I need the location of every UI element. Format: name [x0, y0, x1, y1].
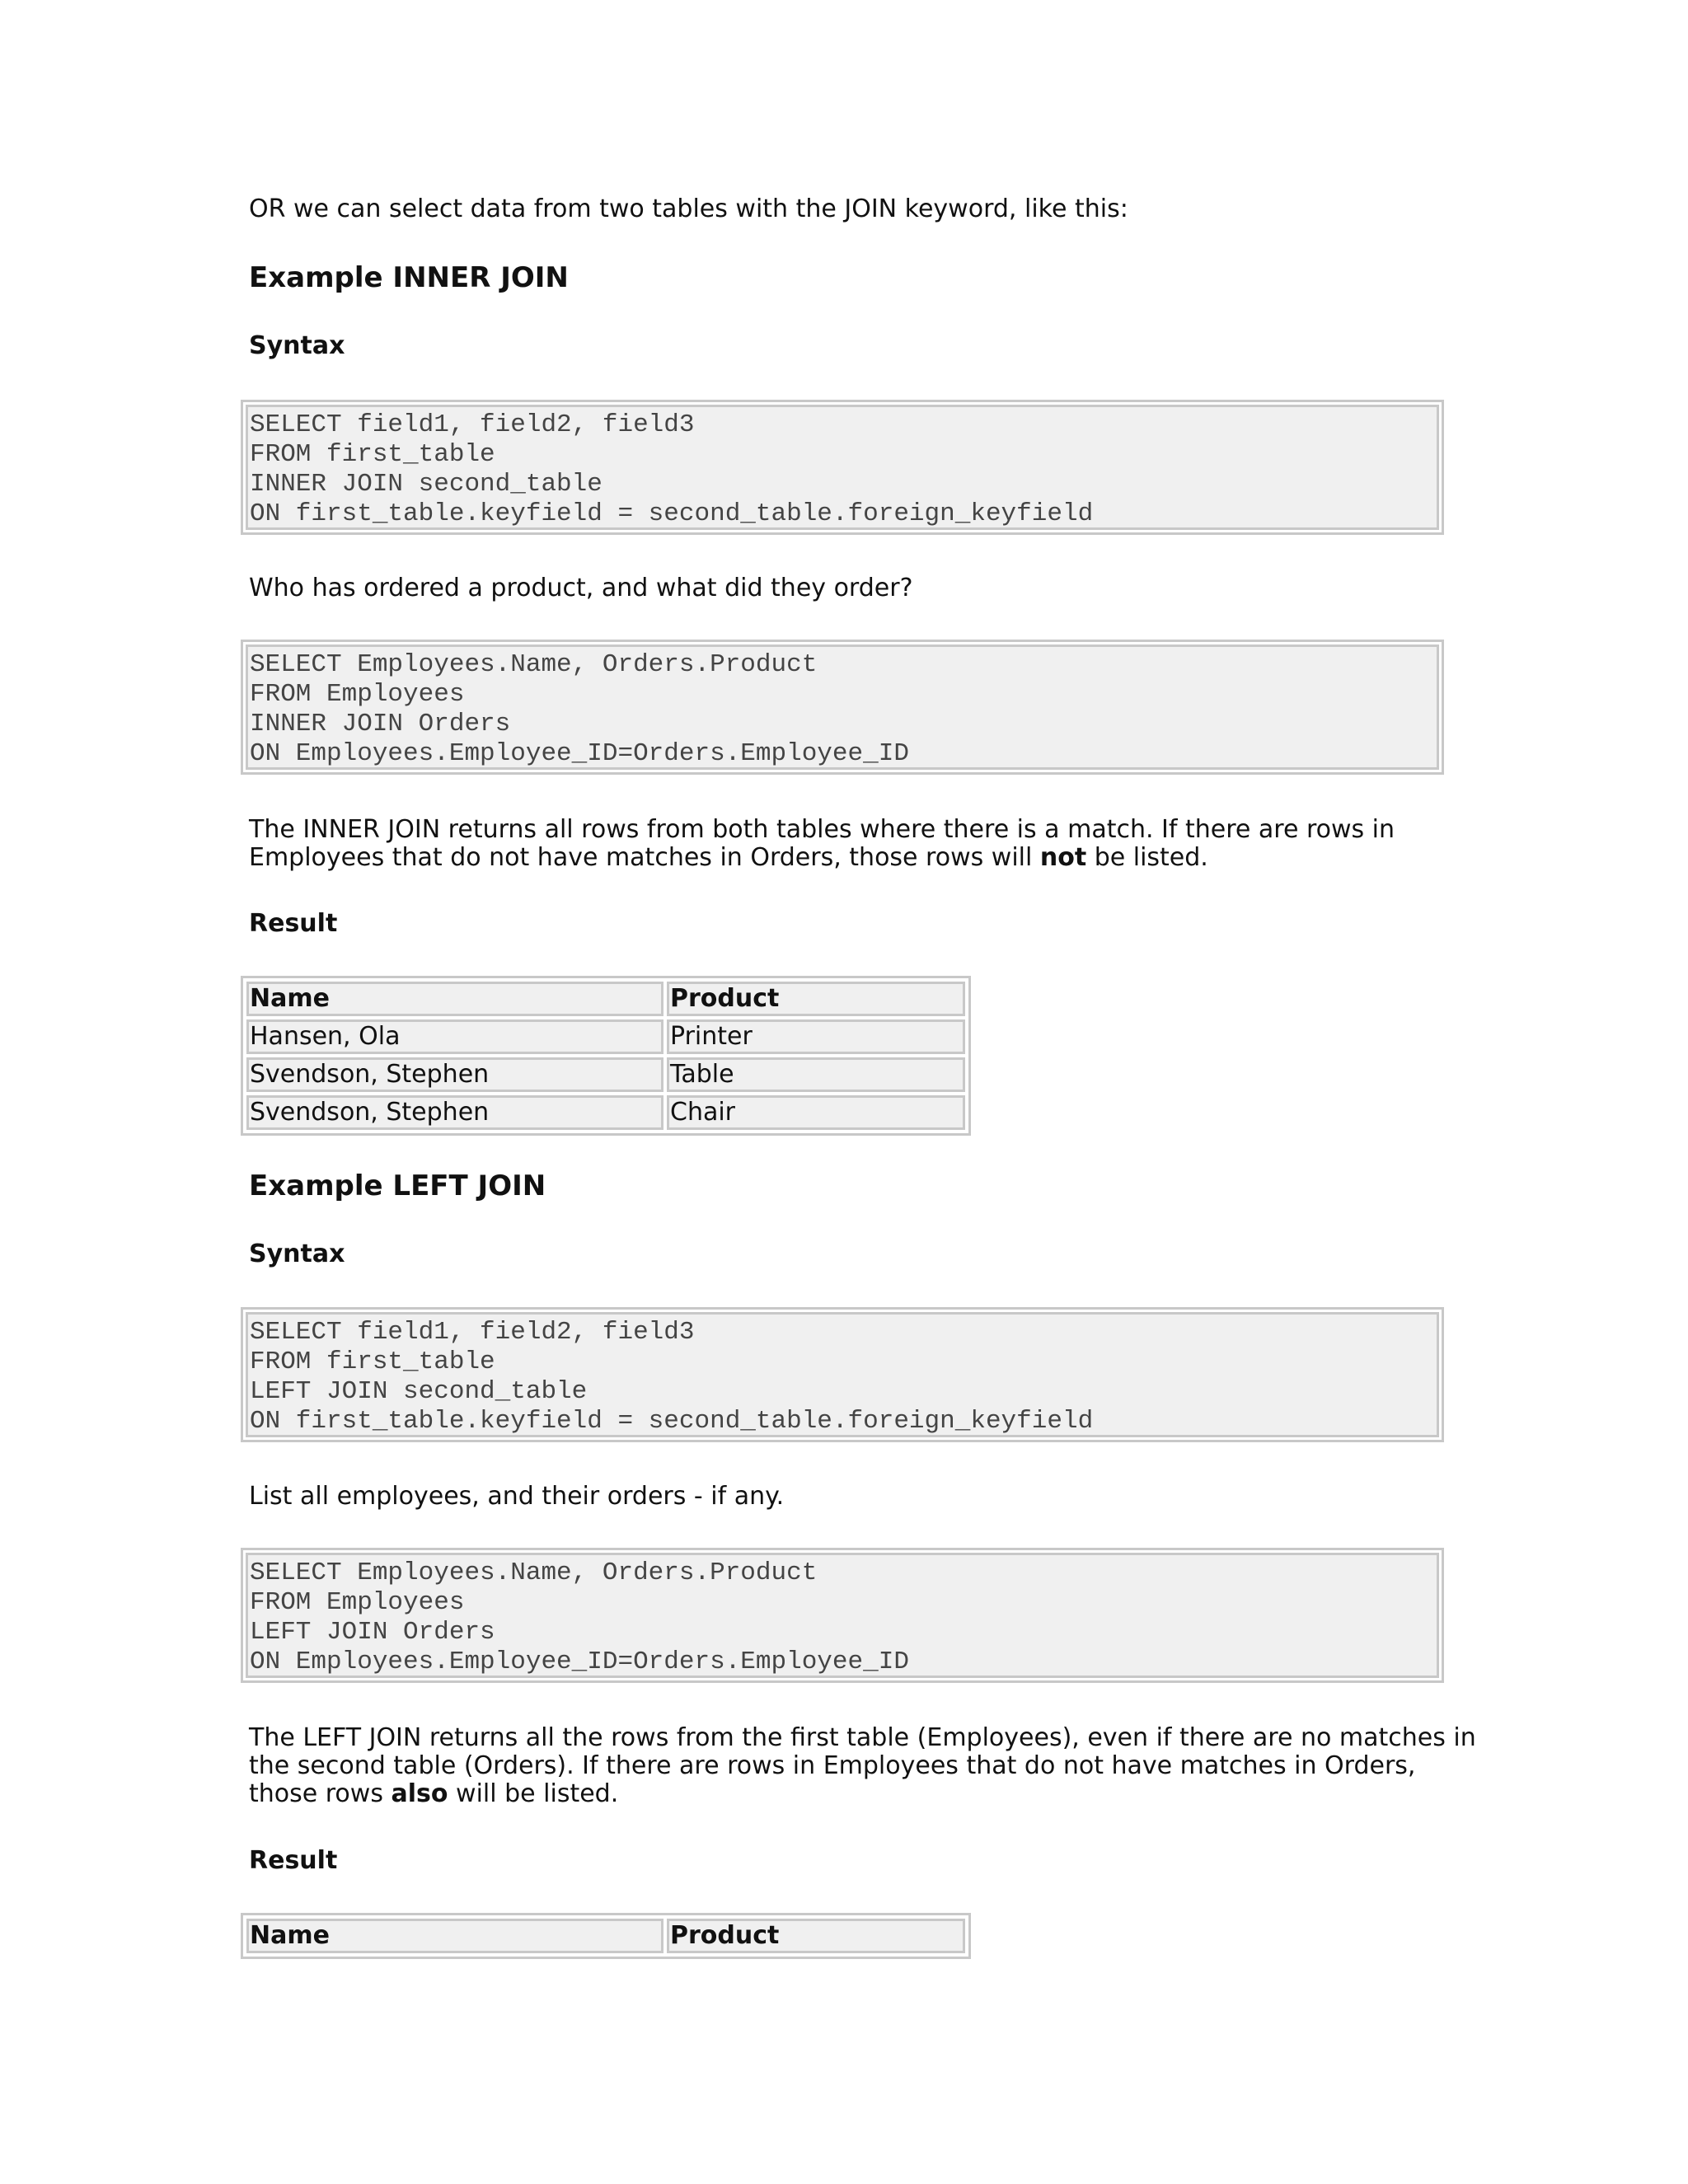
code-line: SELECT Employees.Name, Orders.Product	[250, 650, 818, 679]
emphasis-also: also	[391, 1779, 448, 1808]
left-result-label: Result	[249, 1846, 338, 1875]
emphasis-not: not	[1039, 843, 1087, 872]
cell-name: Svendson, Stephen	[246, 1057, 663, 1092]
explain-text: be listed.	[1086, 843, 1208, 872]
intro-paragraph: OR we can select data from two tables with the JOIN keyword, like this:	[249, 194, 1128, 223]
inner-result-table	[241, 976, 971, 1136]
cell-name: Hansen, Ola	[246, 1019, 663, 1054]
table-row	[245, 1018, 967, 1056]
column-header-name: Name	[246, 1919, 663, 1953]
left-explain-line-3	[249, 1780, 618, 1808]
left-join-heading: Example LEFT JOIN	[249, 1169, 546, 1202]
code-line: ON first_table.keyfield = second_table.foreign_keyfield	[250, 1407, 1094, 1436]
code-line: ON first_table.keyfield = second_table.foreign_keyfield	[250, 499, 1094, 528]
column-header-product: Product	[667, 982, 965, 1016]
cell-product: Table	[667, 1057, 965, 1092]
code-line: ON Employees.Employee_ID=Orders.Employee_ID	[250, 739, 909, 768]
code-line: FROM first_table	[250, 440, 495, 469]
table-row	[245, 1056, 967, 1094]
table-row	[245, 1094, 967, 1132]
cell-product: Printer	[667, 1019, 965, 1054]
left-result-table	[241, 1913, 971, 1959]
explain-text: those rows	[249, 1779, 392, 1808]
code-line: FROM Employees	[250, 680, 465, 709]
inner-syntax-code-box	[241, 400, 1444, 535]
inner-result-label: Result	[249, 909, 338, 938]
column-header-name: Name	[246, 982, 663, 1016]
left-question: List all employees, and their orders - if any.	[249, 1482, 785, 1511]
code-line: SELECT field1, field2, field3	[250, 410, 695, 439]
left-explain-line-2: the second table (Orders). If there are rows in Employees that do not have matches in Orders,	[249, 1751, 1416, 1780]
code-line: LEFT JOIN second_table	[250, 1377, 588, 1406]
inner-question: Who has ordered a product, and what did they order?	[249, 574, 913, 602]
inner-explain-line-1: The INNER JOIN returns all rows from both tables where there is a match. If there are rows in	[249, 815, 1395, 844]
code-line: LEFT JOIN Orders	[250, 1618, 495, 1647]
explain-text: Employees that do not have matches in Orders, those rows will	[249, 843, 1040, 872]
left-syntax-label: Syntax	[249, 1240, 345, 1268]
table-header-row	[245, 1917, 967, 1955]
column-header-product: Product	[667, 1919, 965, 1953]
inner-syntax-label: Syntax	[249, 331, 345, 360]
table-header-row	[245, 980, 967, 1018]
inner-join-heading: Example INNER JOIN	[249, 261, 569, 294]
inner-query-code-box	[241, 640, 1444, 775]
explain-text: will be listed.	[448, 1779, 619, 1808]
code-line: SELECT Employees.Name, Orders.Product	[250, 1558, 818, 1587]
code-line: FROM Employees	[250, 1588, 465, 1617]
code-line: FROM first_table	[250, 1347, 495, 1376]
left-explain-line-1: The LEFT JOIN returns all the rows from the first table (Employees), even if there are no matches in	[249, 1723, 1476, 1752]
cell-product: Chair	[667, 1095, 965, 1130]
left-syntax-code-box	[241, 1307, 1444, 1442]
left-query-code-box	[241, 1548, 1444, 1683]
code-line: ON Employees.Employee_ID=Orders.Employee_ID	[250, 1647, 909, 1676]
code-line: INNER JOIN second_table	[250, 470, 603, 499]
cell-name: Svendson, Stephen	[246, 1095, 663, 1130]
code-line: INNER JOIN Orders	[250, 710, 511, 738]
inner-explain-line-2	[249, 844, 1208, 872]
code-line: SELECT field1, field2, field3	[250, 1318, 695, 1347]
